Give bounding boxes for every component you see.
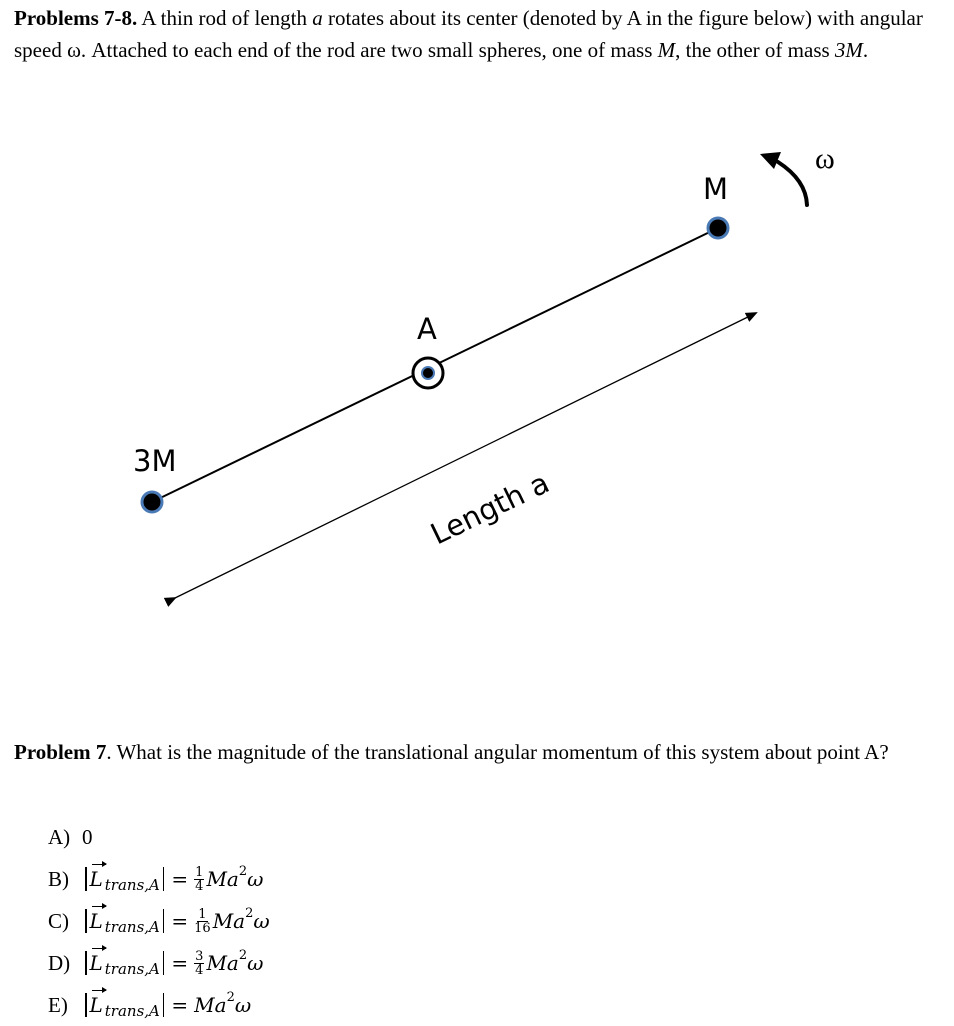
choice-a[interactable]: A) 0 [48,824,93,849]
label-omega: ω [815,142,835,175]
choice-d[interactable]: D) L trans,A = $\frac{3}{4}$ Ma 2 ω [48,947,264,978]
label-3m: 3M [133,444,177,478]
pivot-a [413,358,443,388]
choice-b[interactable]: B) L trans,A = $\frac{1}{4}$ Ma 2 ω [48,863,264,894]
choice-c[interactable]: C) L trans,A = $\frac{1}{16}$ Ma 2 ω [48,905,270,936]
label-a: A [417,312,437,346]
choice-a-answer: 0 [82,824,93,849]
rotation-arrow-icon [760,152,807,205]
question-heading: Problem 7 [14,740,107,764]
length-arrow [175,313,756,598]
choice-d-formula: L trans,A = $\frac{3}{4}$ Ma 2 ω [82,950,263,977]
label-length: Length a [425,465,555,552]
choice-e-formula: L trans,A = Ma 2 ω [82,993,251,1017]
choice-c-formula: L trans,A = $\frac{1}{16}$ Ma 2 ω [82,908,270,935]
choice-b-formula: L trans,A = $\frac{1}{4}$ Ma 2 ω [82,866,263,893]
answer-choices [48,816,270,1026]
problem-intro: Problems 7-8. A thin rod of length a rotates about its center (denoted by A in the figure below) with angular speed ω. Attached to each end of the rod are two small spheres, one of mass M, the other of mass 3M. [14,6,923,62]
choice-e[interactable]: E) L trans,A = Ma 2 ω [48,989,252,1020]
label-m: M [703,172,729,206]
sphere-3m [142,492,162,512]
sphere-m [708,218,728,238]
problem-7-question: Problem 7. What is the magnitude of the translational angular momentum of this system about point A? [14,740,889,764]
problem-heading: Problems 7-8. [14,6,138,30]
